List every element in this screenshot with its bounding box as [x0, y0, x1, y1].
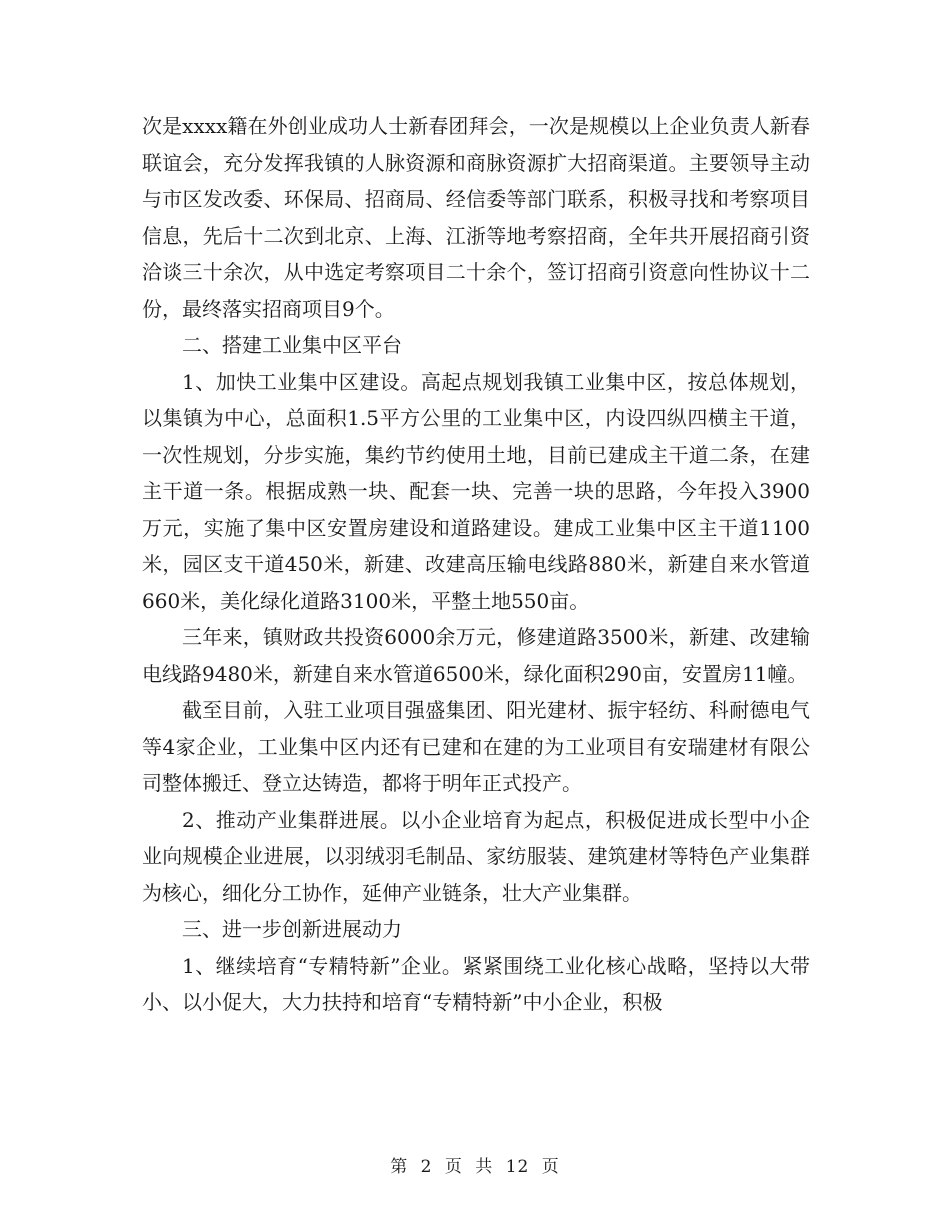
section-heading: 二、搭建工业集中区平台 — [182, 333, 402, 357]
paragraph: 截至目前，入驻工业项目强盛集团、阳光建材、振宇轻纺、科耐德电气等4家企业，工业集中区内还有已建和在建的为工业项目有安瑞建材有限公司整体搬迁、登立达铸造，都将于明年正式投产。 — [142, 698, 810, 795]
paragraph: 1、加快工业集中区建设。高起点规划我镇工业集中区，按总体规划，以集镇为中心，总面积1.5平方公里的工业集中区，内设四纵四横主干道，一次性规划，分步实施，集约节约使用土地，目前已建成主干道二条，在建主干道一条。根据成熟一块、配套一块、完善一块的思路，今年投入3900万元，实施了集中区安置房建设和道路建设。建成工业集中区主干道1100米，园区支干道450米，新建、改建高压输电线路880米，新建自来水管道660米，美化绿化道路3100米，平整土地550亩。 — [142, 369, 810, 613]
page-number-footer: 第 2 页 共 12 页 — [390, 1157, 560, 1177]
paragraph: 次是xxxx籍在外创业成功人士新春团拜会，一次是规模以上企业负责人新春联谊会，充分发挥我镇的人脉资源和商脉资源扩大招商渠道。主要领导主动与市区发改委、环保局、招商局、经信委等部门联系，积极寻找和考察项目信息，先后十二次到北京、上海、江浙等地考察招商，全年共开展招商引资洽谈三十余次，从中选定考察项目二十余个，签订招商引资意向性协议十二份，最终落实招商项目9个。 — [142, 114, 810, 321]
paragraph: 2、推动产业集群进展。以小企业培育为起点，积极促进成长型中小企业向规模企业进展，以羽绒羽毛制品、家纺服装、建筑建材等特色产业集群为核心，细化分工协作，延伸产业链条，壮大产业集群。 — [142, 807, 810, 905]
document-body — [142, 108, 810, 1021]
paragraph: 三年来，镇财政共投资6000余万元，修建道路3500米，新建、改建输电线路9480米，新建自来水管道6500米，绿化面积290亩，安置房11幢。 — [142, 625, 810, 686]
paragraph: 1、继续培育“专精特新”企业。紧紧围绕工业化核心战略，坚持以大带小、以小促大，大力扶持和培育“专精特新”中小企业，积极 — [142, 953, 810, 1014]
section-heading: 三、进一步创新进展动力 — [182, 917, 402, 941]
